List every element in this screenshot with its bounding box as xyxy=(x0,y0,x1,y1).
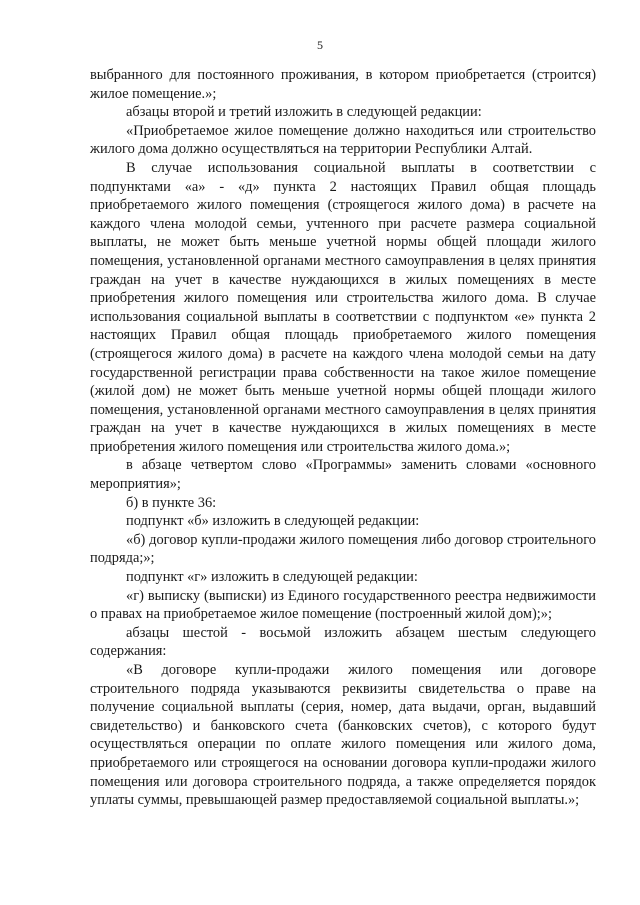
page-number: 5 xyxy=(317,38,323,52)
paragraph: абзацы второй и третий изложить в следующей редакции: xyxy=(126,104,482,121)
paragraph: «В договоре купли-продажи жилого помещения или договоре строительного подряда указываются реквизиты свидетельства о праве на получение социальной выплаты (серия, номер, дата выдачи, орган, выдавший свидетельство) и банковского счета (банковских счетов), с которого будут осуществляться операции по оплате жилого помещения или жилого дома, приобретаемого или строящегося на основании договора купли-продажи жилого помещения или договора строительного подряда, а также определяется порядок уплаты суммы, превышающей размер предоставляемой социальной выплаты.»; xyxy=(90,662,596,809)
paragraph: «Приобретаемое жилое помещение должно находиться или строительство жилого дома должно осуществляться на территории Республики Алтай. xyxy=(90,122,596,158)
paragraph: в абзаце четвертом слово «Программы» заменить словами «основного мероприятия»; xyxy=(90,457,596,493)
paragraph: «г) выписку (выписки) из Единого государственного реестра недвижимости о правах на приобретаемое жилое помещение (построенный жилой дом);»; xyxy=(90,587,596,623)
document-body xyxy=(90,66,596,810)
paragraph: В случае использования социальной выплаты в соответствии с подпунктами «а» - «д» пункта 2 настоящих Правил общая площадь приобретаемого жилого помещения (строящегося жилого дома) в расчете на каждого члена молодой семьи, учтенного при расчете размера социальной выплаты, не может быть меньше учетной нормы общей площади жилого помещения, установленной органами местного самоуправления в целях принятия граждан на учет в качестве нуждающихся в жилых помещениях в месте приобретения жилого помещения или строительства жилого дома. В случае использования социальной выплаты в соответствии с подпунктом «е» пункта 2 настоящих Правил общая площадь приобретаемого жилого помещения (строящегося жилого дома) в расчете на каждого члена молодой семьи на дату государственной регистрации права собственности на такое жилое помещение (жилой дом) не может быть меньше учетной нормы общей площади жилого помещения, установленной органами местного самоуправления в целях принятия граждан на учет в качестве нуждающихся в жилых помещениях в месте приобретения жилого помещения или строительства жилого дома.»; xyxy=(90,159,596,455)
paragraph: подпункт «б» изложить в следующей редакции: xyxy=(126,513,420,530)
paragraph: выбранного для постоянного проживания, в котором приобретается (строится) жилое помещение.»; xyxy=(90,67,596,102)
paragraph: б) в пункте 36: xyxy=(126,494,217,511)
paragraph: подпункт «г» изложить в следующей редакции: xyxy=(126,569,418,586)
paragraph: абзацы шестой - восьмой изложить абзацем шестым следующего содержания: xyxy=(90,624,596,660)
paragraph: «б) договор купли-продажи жилого помещения либо договор строительного подряда;»; xyxy=(90,531,596,567)
